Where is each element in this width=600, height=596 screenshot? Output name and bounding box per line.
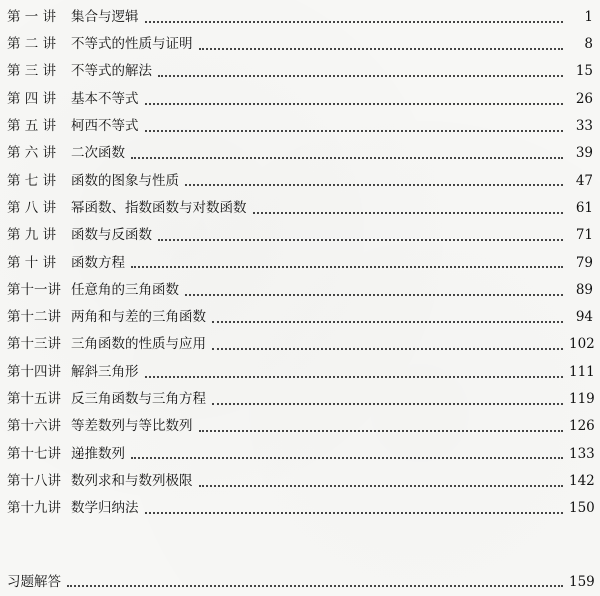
toc-entry-answers[interactable] <box>7 569 593 596</box>
page-number: 1 <box>584 8 593 25</box>
dot-leader <box>199 430 564 432</box>
page-number: 119 <box>569 391 595 408</box>
dot-leader <box>185 184 563 186</box>
toc-entry-12[interactable] <box>7 304 593 331</box>
lecture-number: 第十九讲 <box>7 500 61 517</box>
lecture-title: 解斜三角形 <box>71 363 139 380</box>
lecture-number: 第十六讲 <box>7 418 61 435</box>
lecture-number: 第 四 讲 <box>7 90 57 107</box>
lecture-number: 第 一 讲 <box>7 8 57 25</box>
toc-entry-8[interactable] <box>7 195 593 222</box>
lecture-title: 不等式的解法 <box>71 63 152 80</box>
dot-leader <box>158 75 563 77</box>
lecture-title: 两角和与差的三角函数 <box>71 309 206 326</box>
toc-entry-3[interactable] <box>7 59 593 86</box>
toc-entry-5[interactable] <box>7 113 593 140</box>
lecture-number: 第 五 讲 <box>7 118 57 135</box>
lecture-number: 第 六 讲 <box>7 145 57 162</box>
toc-entry-17[interactable] <box>7 441 593 468</box>
section-gap <box>7 523 593 569</box>
page-number: 150 <box>569 500 595 517</box>
page-number: 159 <box>569 573 595 590</box>
page-number: 71 <box>575 227 593 244</box>
lecture-title: 任意角的三角函数 <box>71 281 179 298</box>
dot-leader <box>131 266 563 268</box>
dot-leader <box>212 403 563 405</box>
lecture-title: 集合与逻辑 <box>71 8 139 25</box>
toc-entry-14[interactable] <box>7 359 593 386</box>
lecture-number: 第 九 讲 <box>7 227 57 244</box>
dot-leader <box>145 376 564 378</box>
toc-entry-15[interactable] <box>7 386 593 413</box>
lecture-title: 数学归纳法 <box>71 500 139 517</box>
toc-entry-4[interactable] <box>7 86 593 113</box>
lecture-title: 数列求和与数列极限 <box>71 472 193 489</box>
dot-leader <box>199 485 564 487</box>
answers-title: 习题解答 <box>7 573 61 590</box>
toc-entry-16[interactable] <box>7 413 593 440</box>
lecture-title: 反三角函数与三角方程 <box>71 391 206 408</box>
page-number: 79 <box>575 254 593 271</box>
page-number: 39 <box>575 145 593 162</box>
lecture-title: 递推数列 <box>71 445 125 462</box>
lecture-number: 第 七 讲 <box>7 172 57 189</box>
dot-leader <box>131 157 563 159</box>
lecture-number: 第 十 讲 <box>7 254 57 271</box>
page-number: 61 <box>575 199 593 216</box>
lecture-title: 三角函数的性质与应用 <box>71 336 206 353</box>
lecture-title: 函数方程 <box>71 254 125 271</box>
lecture-title: 等差数列与等比数列 <box>71 418 193 435</box>
toc-entry-13[interactable] <box>7 332 593 359</box>
page-number: 94 <box>575 309 593 326</box>
page-number: 8 <box>584 36 593 53</box>
page-number: 33 <box>575 118 593 135</box>
lecture-title: 函数与反函数 <box>71 227 152 244</box>
page-number: 126 <box>569 418 595 435</box>
dot-leader <box>185 294 563 296</box>
page-number: 111 <box>569 363 595 380</box>
lecture-title: 不等式的性质与证明 <box>71 36 193 53</box>
lecture-number: 第 二 讲 <box>7 36 57 53</box>
toc-entry-19[interactable] <box>7 495 593 522</box>
lecture-title: 二次函数 <box>71 145 125 162</box>
dot-leader <box>67 585 563 587</box>
dot-leader <box>253 212 564 214</box>
page-number: 133 <box>569 445 595 462</box>
page-number: 26 <box>575 90 593 107</box>
toc-entry-2[interactable] <box>7 31 593 58</box>
dot-leader <box>158 239 563 241</box>
lecture-number: 第十五讲 <box>7 391 61 408</box>
lecture-number: 第十七讲 <box>7 445 61 462</box>
page-number: 15 <box>575 63 593 80</box>
table-of-contents <box>7 4 593 596</box>
dot-leader <box>131 457 563 459</box>
lecture-title: 基本不等式 <box>71 90 139 107</box>
dot-leader <box>145 130 564 132</box>
page-number: 89 <box>575 281 593 298</box>
toc-entry-1[interactable] <box>7 4 593 31</box>
toc-entry-10[interactable] <box>7 250 593 277</box>
toc-entry-6[interactable] <box>7 140 593 167</box>
lecture-number: 第 三 讲 <box>7 63 57 80</box>
toc-entry-9[interactable] <box>7 222 593 249</box>
toc-entry-11[interactable] <box>7 277 593 304</box>
dot-leader <box>145 21 564 23</box>
dot-leader <box>145 103 564 105</box>
dot-leader <box>212 321 563 323</box>
lecture-number: 第十八讲 <box>7 472 61 489</box>
lecture-number: 第十三讲 <box>7 336 61 353</box>
lecture-title: 幂函数、指数函数与对数函数 <box>71 199 247 216</box>
lecture-number: 第十二讲 <box>7 309 61 326</box>
lecture-number: 第十一讲 <box>7 281 61 298</box>
lecture-number: 第 八 讲 <box>7 199 57 216</box>
lecture-title: 函数的图象与性质 <box>71 172 179 189</box>
dot-leader <box>145 512 564 514</box>
dot-leader <box>212 348 563 350</box>
lecture-title: 柯西不等式 <box>71 118 139 135</box>
lecture-number: 第十四讲 <box>7 363 61 380</box>
toc-entry-18[interactable] <box>7 468 593 495</box>
toc-entry-7[interactable] <box>7 168 593 195</box>
dot-leader <box>199 48 564 50</box>
page-number: 142 <box>569 472 595 489</box>
page-number: 102 <box>569 336 595 353</box>
page-number: 47 <box>575 172 593 189</box>
